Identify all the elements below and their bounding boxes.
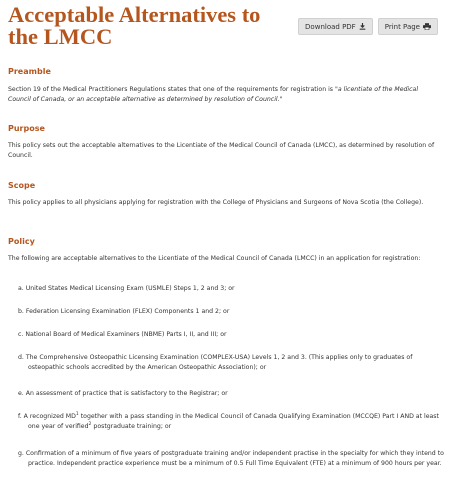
toolbar — [298, 18, 438, 35]
preamble-heading: Preamble — [8, 67, 51, 76]
policy-item-c: c. National Board of Medical Examiners (NBME) Parts I, II, and III; or — [18, 331, 227, 338]
purpose-text: This policy sets out the acceptable alternatives to the Licentiate of the Medical Council of Canada (LMCC), as determined by resolution of Council. — [8, 142, 435, 159]
print-page-button[interactable] — [378, 18, 438, 35]
policy-item-b: b. Federation Licensing Examination (FLEX) Components 1 and 2; or — [18, 308, 230, 315]
printer-icon — [423, 23, 431, 30]
scope-text: This policy applies to all physicians applying for registration with the College of Physicians and Surgeons of Nova Scotia (the College). — [8, 199, 424, 206]
download-icon — [359, 23, 366, 30]
policy-item-g: g. Confirmation of a minimum of five years of postgraduate training and/or independent practise in the specialty for which they intend to practice. Independent practice experience must be a minimum of 0.5 Full Time Equivalent (FTE) at a minimum of 900 hours per year. — [18, 450, 444, 467]
purpose-heading: Purpose — [8, 124, 45, 133]
preamble-text: Section 19 of the Medical Practitioners Regulations states that one of the requirements for registration is "a licentiate of the Medical Council of Canada, or an acceptable alternative as determined by resolution of Council." — [8, 86, 419, 103]
policy-item-f: f. A recognized $MD^1$ together with a pass standing in the Medical Council of Canada Qualifying Examination (MCCQE) Part I AND at least one year of verified$^2$ postgraduate training; or — [18, 411, 439, 430]
policy-item-e: e. An assessment of practice that is satisfactory to the Registrar; or — [18, 390, 228, 397]
download-pdf-label: Download PDF — [305, 22, 356, 31]
page-title: Acceptable Alternatives to the LMCC — [8, 2, 261, 49]
policy-item-a: a. United States Medical Licensing Exam (USMLE) Steps 1, 2 and 3; or — [18, 285, 235, 292]
policy-intro: The following are acceptable alternatives to the Licentiate of the Medical Council of Canada (LMCC) in an application for registration: — [8, 255, 421, 262]
download-pdf-button[interactable] — [298, 18, 373, 35]
policy-item-d: d. The Comprehensive Osteopathic Licensing Examination (COMPLEX-USA) Levels 1, 2 and 3. (This applies only to graduates of osteopathic schools accredited by the American Osteopathic Association); or — [18, 354, 413, 371]
scope-heading: Scope — [8, 181, 36, 190]
policy-heading: Policy — [8, 237, 35, 246]
print-page-label: Print Page — [384, 22, 420, 31]
